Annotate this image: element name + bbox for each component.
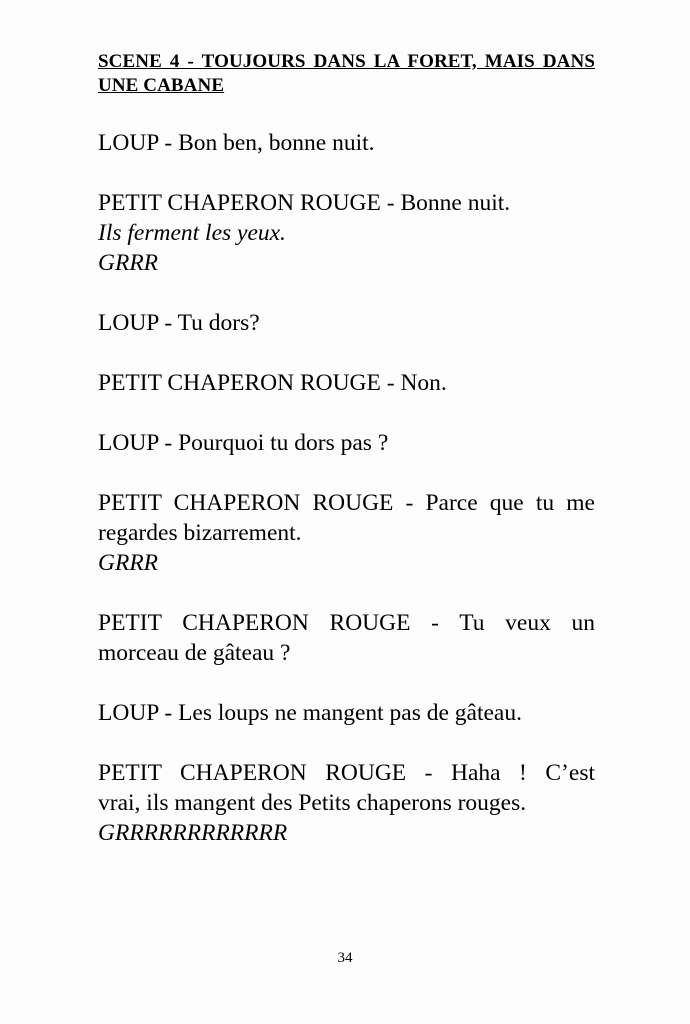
stage-direction: Ils ferment les yeux. (98, 220, 286, 246)
dialogue-line: PETIT CHAPERON ROUGE - Bonne nuit. (98, 190, 511, 216)
dialogue-block (98, 368, 595, 398)
dialogue-block (98, 308, 595, 338)
dialogue-line: LOUP - Tu dors? (98, 310, 260, 336)
dialogue-line: PETIT CHAPERON ROUGE - Tu veux un (98, 610, 595, 636)
dialogue-line: morceau de gâteau ? (98, 640, 291, 666)
scene-title: SCENE 4 - TOUJOURS DANS LA FORET, MAIS DANS UNE CABANE (98, 51, 595, 96)
stage-direction: GRRRRRRRRRRRR (98, 820, 288, 846)
script-body (98, 128, 595, 878)
dialogue-line: regardes bizarrement. (98, 520, 302, 546)
dialogue-block (98, 428, 595, 458)
page-number: 34 (337, 950, 353, 966)
dialogue-line: LOUP - Les loups ne mangent pas de gâteau. (98, 700, 522, 726)
dialogue-block (98, 698, 595, 728)
dialogue-line: PETIT CHAPERON ROUGE - Haha ! C’est (98, 760, 595, 786)
dialogue-block (98, 488, 595, 578)
dialogue-line: LOUP - Bon ben, bonne nuit. (98, 130, 375, 156)
stage-direction: GRRR (98, 250, 159, 276)
dialogue-line: vrai, ils mangent des Petits chaperons rouges. (98, 790, 527, 816)
dialogue-line: PETIT CHAPERON ROUGE - Parce que tu me (98, 490, 595, 516)
dialogue-block (98, 758, 595, 848)
dialogue-block (98, 608, 595, 668)
dialogue-block (98, 128, 595, 158)
stage-direction: GRRR (98, 550, 159, 576)
scene-header (98, 50, 595, 98)
dialogue-line: PETIT CHAPERON ROUGE - Non. (98, 370, 447, 396)
dialogue-line: LOUP - Pourquoi tu dors pas ? (98, 430, 389, 456)
dialogue-block (98, 188, 595, 278)
